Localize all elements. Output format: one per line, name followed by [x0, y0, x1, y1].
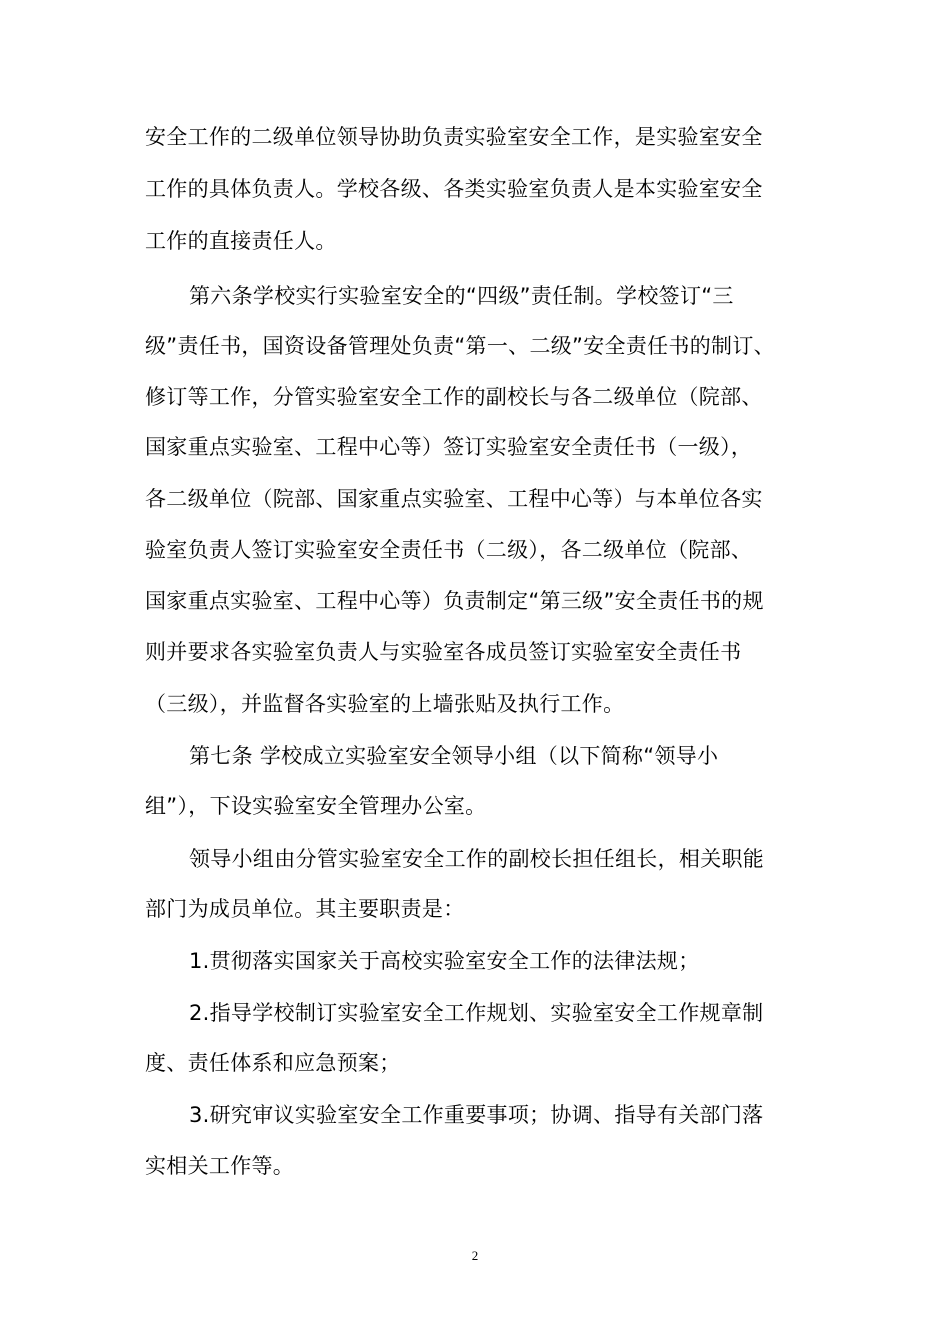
- text-line: 各二级单位（院部、国家重点实验室、工程中心等）与本单位各实: [145, 487, 763, 511]
- text-line: 国家重点实验室、工程中心等）签订实验室安全责任书（一级），: [145, 435, 753, 459]
- text-line: 则并要求各实验室负责人与实验室各成员签订实验室安全责任书: [145, 640, 742, 664]
- text-line: 3.研究审议实验室安全工作重要事项；协调、指导有关部门落: [189, 1103, 764, 1127]
- text-line: 1.贯彻落实国家关于高校实验室安全工作的法律法规；: [189, 949, 700, 973]
- text-line: 安全工作的二级单位领导协助负责实验室安全工作，是实验室安全: [145, 125, 763, 149]
- text-line: 工作的具体负责人。学校各级、各类实验室负责人是本实验室安全: [145, 177, 763, 201]
- text-line: 2.指导学校制订实验室安全工作规划、实验室安全工作规章制: [189, 1001, 764, 1025]
- text-line: 工作的直接责任人。: [145, 229, 337, 253]
- text-line: 国家重点实验室、工程中心等）负责制定“第三级”安全责任书的规: [145, 589, 764, 613]
- text-line: 验室负责人签订实验室安全责任书（二级），各二级单位（院部、: [145, 538, 753, 562]
- text-line: 级”责任书，国资设备管理处负责“第一、二级”安全责任书的制订、: [145, 334, 775, 358]
- text-line: 度、责任体系和应急预案；: [145, 1051, 401, 1075]
- text-line: 修订等工作，分管实验室安全工作的副校长与各二级单位（院部、: [145, 385, 763, 409]
- text-line: 第七条 学校成立实验室安全领导小组（以下简称“领导小: [189, 744, 719, 768]
- text-line: 领导小组由分管实验室安全工作的副校长担任组长，相关职能: [189, 847, 765, 871]
- text-line: 部门为成员单位。其主要职责是：: [145, 897, 465, 921]
- page-number: 2: [471, 1248, 479, 1263]
- text-line: （三级），并监督各实验室的上墙张贴及执行工作。: [145, 692, 625, 716]
- text-line: 实相关工作等。: [145, 1154, 295, 1178]
- text-line: 组”），下设实验室安全管理办公室。: [145, 794, 487, 818]
- text-line: 第六条学校实行实验室安全的“四级”责任制。学校签订“三: [189, 284, 734, 308]
